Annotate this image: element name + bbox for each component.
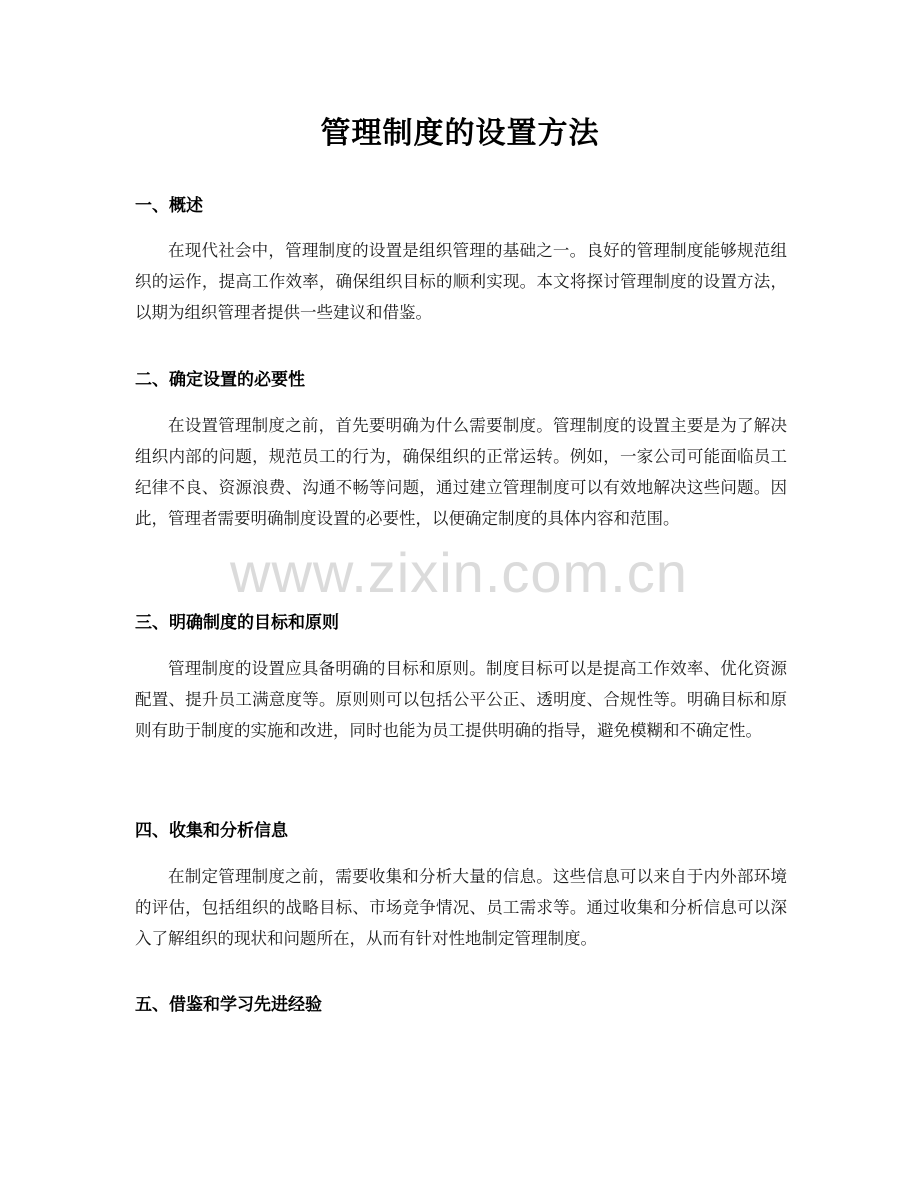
section-heading-goals-principles: 三、明确制度的目标和原则 — [135, 613, 339, 633]
section-heading-necessity: 二、确定设置的必要性 — [135, 370, 305, 390]
document-title: 管理制度的设置方法 — [320, 116, 600, 151]
section-body-overview: 在现代社会中，管理制度的设置是组织管理的基础之一。良好的管理制度能够规范组织的运作，提高工作效率，确保组织目标的顺利实现。本文将探讨管理制度的设置方法，以期为组织管理者提供一些建议和借鉴。 — [135, 241, 787, 322]
section-body-necessity: 在设置管理制度之前，首先要明确为什么需要制度。管理制度的设置主要是为了解决组织内部的问题，规范员工的行为，确保组织的正常运转。例如，一家公司可能面临员工纪律不良、资源浪费、沟通不畅等问题，通过建立管理制度可以有效地解决这些问题。因此，管理者需要明确制度设置的必要性，以便确定制度的具体内容和范围。 — [135, 416, 787, 528]
section-heading-learn-experience: 五、借鉴和学习先进经验 — [135, 995, 322, 1015]
watermark-text: www.zixin.com.cn — [230, 541, 688, 604]
section-heading-overview: 一、概述 — [135, 196, 203, 216]
section-heading-collect-analyze: 四、收集和分析信息 — [135, 821, 288, 841]
section-body-goals-principles: 管理制度的设置应具备明确的目标和原则。制度目标可以是提高工作效率、优化资源配置、提升员工满意度等。原则则可以包括公平公正、透明度、合规性等。明确目标和原则有助于制度的实施和改进，同时也能为员工提供明确的指导，避免模糊和不确定性。 — [135, 659, 787, 740]
section-body-collect-analyze: 在制定管理制度之前，需要收集和分析大量的信息。这些信息可以来自于内外部环境的评估，包括组织的战略目标、市场竞争情况、员工需求等。通过收集和分析信息可以深入了解组织的现状和问题所在，从而有针对性地制定管理制度。 — [135, 867, 787, 948]
